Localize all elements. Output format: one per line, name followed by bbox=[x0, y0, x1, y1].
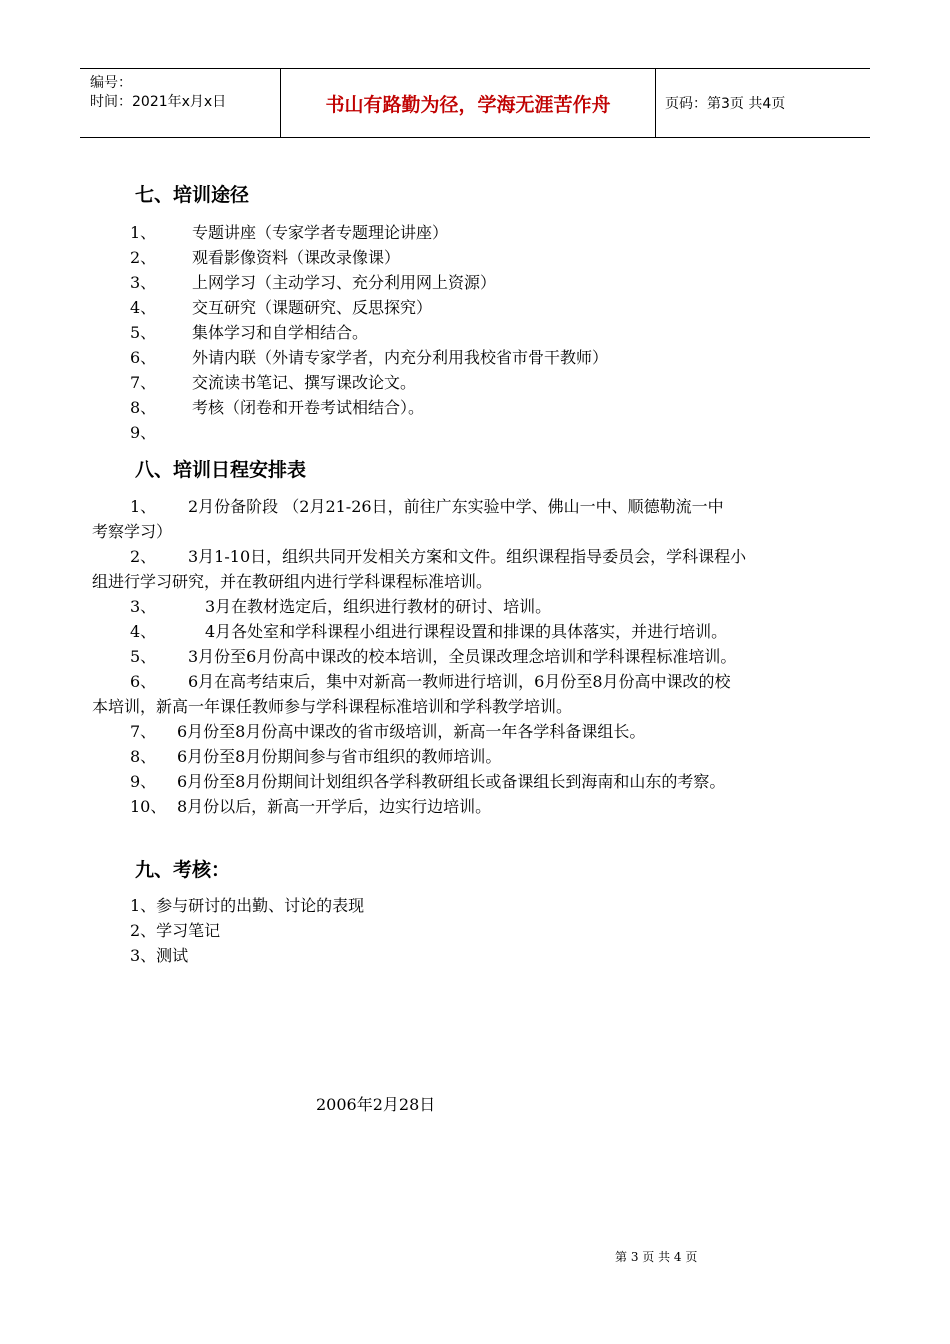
header-meta-cell bbox=[80, 69, 280, 137]
header-number-label: 编号： bbox=[90, 75, 132, 91]
schedule-item-text: 4月各处室和学科课程小组进行课程设置和排课的具体落实，并进行培训。 bbox=[205, 622, 728, 641]
list-item-number: 5、 bbox=[130, 323, 157, 342]
list-item-number: 6、 bbox=[130, 348, 157, 367]
schedule-item-text: 3月份至6月份高中课改的校本培训，全员课改理念培训和学科课程标准培训。 bbox=[188, 647, 737, 666]
schedule-item-text: 3月在教材选定后，组织进行教材的研讨、培训。 bbox=[205, 597, 552, 616]
schedule-item-text: 6月份至8月份期间计划组织各学科教研组长或备课组长到海南和山东的考察。 bbox=[177, 772, 726, 791]
document-header bbox=[80, 68, 870, 138]
assessment-item: 1、参与研讨的出勤、讨论的表现 bbox=[130, 896, 365, 915]
schedule-item-text: 3月1-10日，组织共同开发相关方案和文件。组织课程指导委员会，学科课程小 bbox=[188, 547, 747, 566]
list-item-text: 专题讲座（专家学者专题理论讲座） bbox=[192, 223, 449, 242]
header-page-label: 页码：第3页 共4页 bbox=[665, 96, 786, 112]
schedule-item-number: 5、 bbox=[130, 647, 157, 666]
schedule-item-text: 6月份至8月份高中课改的省市级培训，新高一年各学科备课组长。 bbox=[177, 722, 646, 741]
schedule-item-number: 2、 bbox=[130, 547, 157, 566]
schedule-item-text-cont: 组进行学习研究，并在教研组内进行学科课程标准培训。 bbox=[92, 572, 493, 591]
schedule-item-number: 8、 bbox=[130, 747, 157, 766]
list-item-text: 外请内联（外请专家学者，内充分利用我校省市骨干教师） bbox=[192, 348, 609, 367]
list-item-number: 9、 bbox=[130, 423, 157, 442]
list-item-text: 集体学习和自学相结合。 bbox=[192, 323, 369, 342]
list-item-number: 8、 bbox=[130, 398, 157, 417]
section8-title: 八、培训日程安排表 bbox=[135, 459, 307, 481]
schedule-item-number: 10、 bbox=[130, 797, 167, 816]
schedule-item-text: 6月在高考结束后，集中对新高一教师进行培训，6月份至8月份高中课改的校 bbox=[188, 672, 731, 691]
schedule-item-text: 6月份至8月份期间参与省市组织的教师培训。 bbox=[177, 747, 502, 766]
assessment-item: 3、测试 bbox=[130, 946, 189, 965]
header-motto: 书山有路勤为径，学海无涯苦作舟 bbox=[280, 69, 656, 137]
list-item-number: 2、 bbox=[130, 248, 157, 267]
schedule-item-number: 3、 bbox=[130, 597, 157, 616]
assessment-item: 2、学习笔记 bbox=[130, 921, 221, 940]
list-item-text: 考核（闭卷和开卷考试相结合）。 bbox=[192, 398, 425, 417]
schedule-item-number: 1、 bbox=[130, 497, 157, 516]
page-footer: 第 3 页 共 4 页 bbox=[615, 1250, 698, 1264]
list-item-text: 观看影像资料（课改录像课） bbox=[192, 248, 401, 267]
header-time-label: 时间：2021年x月x日 bbox=[90, 94, 227, 110]
document-date: 2006年2月28日 bbox=[316, 1095, 436, 1114]
list-item-number: 4、 bbox=[130, 298, 157, 317]
schedule-item-text-cont: 考察学习） bbox=[92, 522, 173, 541]
list-item-text: 上网学习（主动学习、充分利用网上资源） bbox=[192, 273, 497, 292]
schedule-item-number: 4、 bbox=[130, 622, 157, 641]
list-item-number: 3、 bbox=[130, 273, 157, 292]
section7-title: 七、培训途径 bbox=[135, 184, 250, 206]
list-item-number: 1、 bbox=[130, 223, 157, 242]
list-item-text: 交互研究（课题研究、反思探究） bbox=[192, 298, 433, 317]
schedule-item-text: 8月份以后，新高一开学后，边实行边培训。 bbox=[177, 797, 492, 816]
schedule-item-number: 9、 bbox=[130, 772, 157, 791]
list-item-text: 交流读书笔记、撰写课改论文。 bbox=[192, 373, 417, 392]
schedule-item-number: 7、 bbox=[130, 722, 157, 741]
schedule-item-text: 2月份备阶段 （2月21-26日，前往广东实验中学、佛山一中、顺德勒流一中 bbox=[188, 497, 724, 516]
section9-title: 九、考核： bbox=[135, 859, 231, 881]
list-item-number: 7、 bbox=[130, 373, 157, 392]
schedule-item-number: 6、 bbox=[130, 672, 157, 691]
schedule-item-text-cont: 本培训，新高一年课任教师参与学科课程标准培训和学科教学培训。 bbox=[92, 697, 573, 716]
